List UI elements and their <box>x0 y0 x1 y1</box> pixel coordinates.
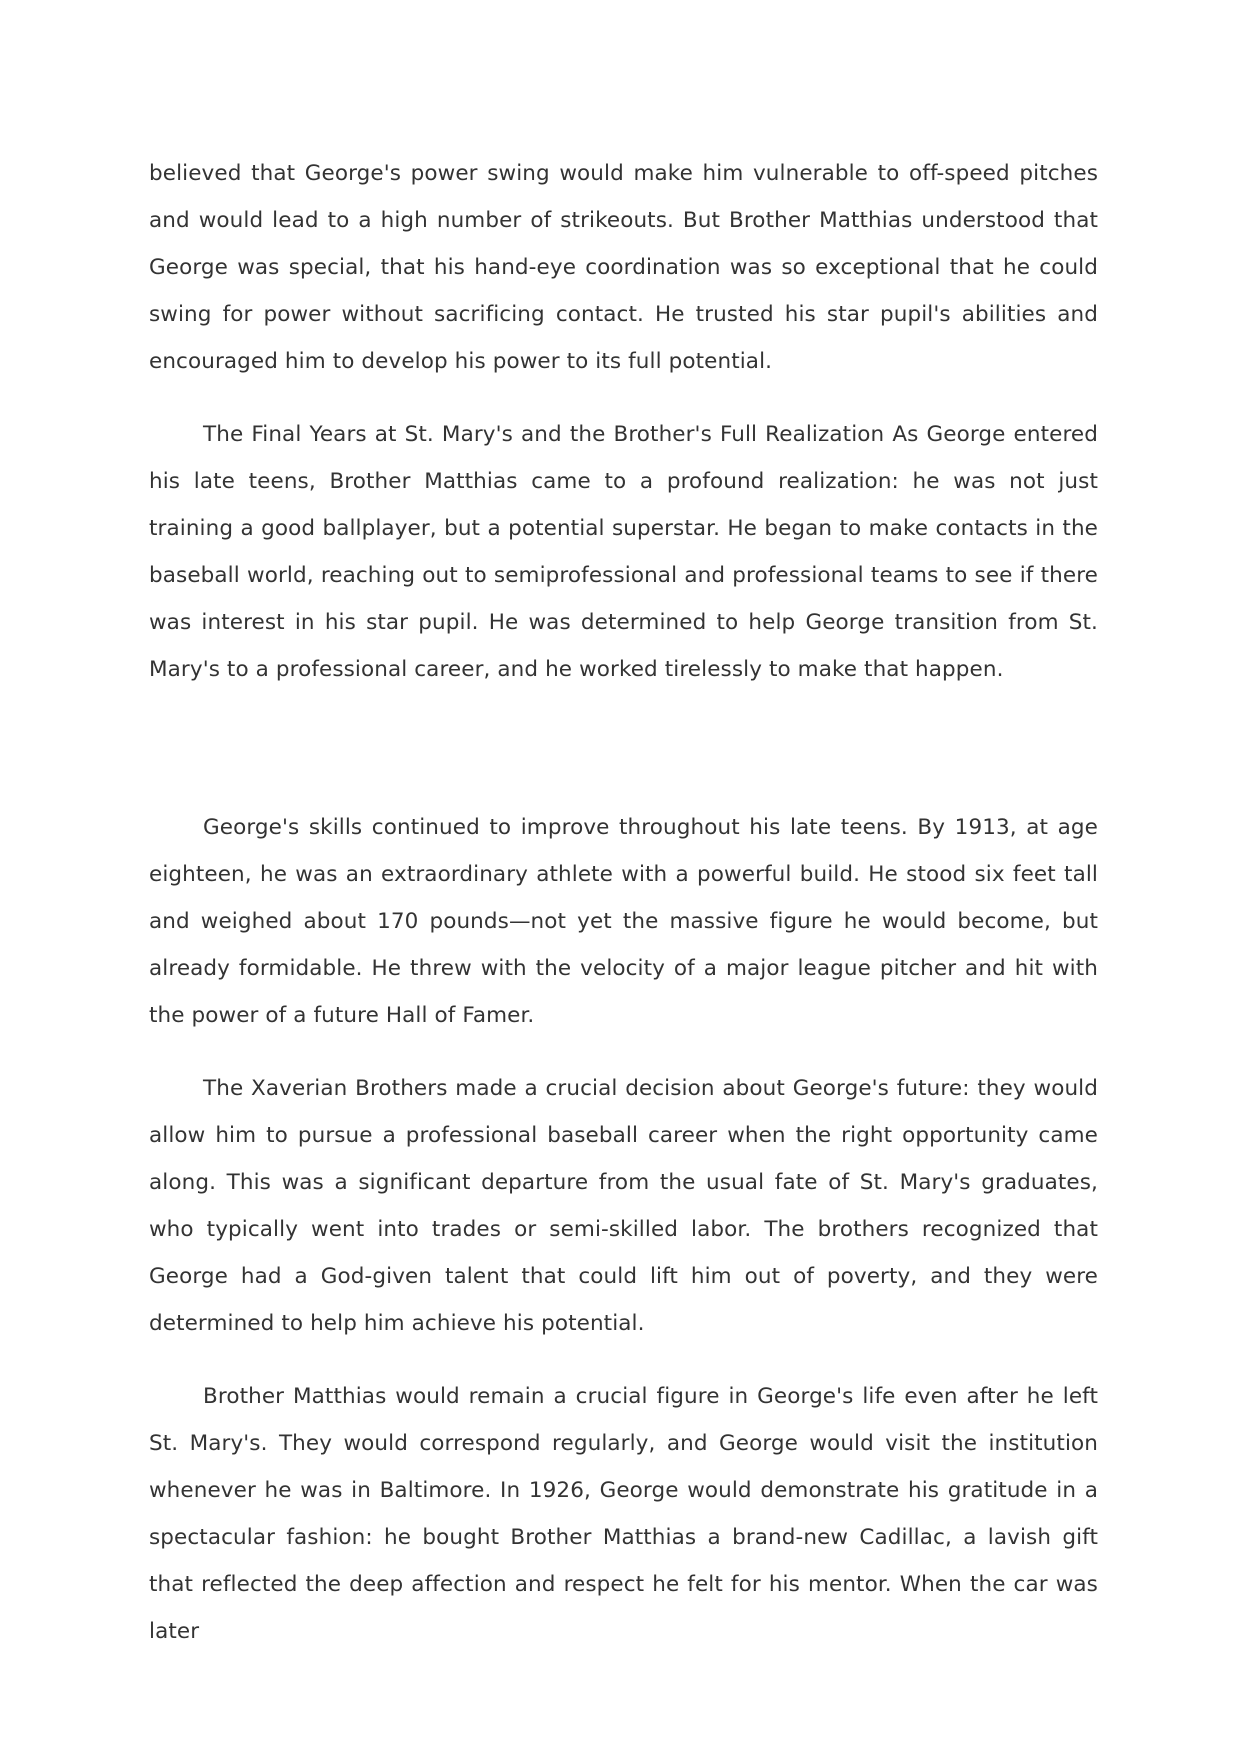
paragraph-brother-matthias: Brother Matthias would remain a crucial figure in George's life even after he left St. Mary's. They would correspond regularly, and George would visit the institution whenever he was in Baltimore. In 1926, George would demonstrate his gratitude in a spectacular fashion: he bought Brother Matthias a brand-new Cadillac, a lavish gift that reflected the deep affection and respect he felt for his mentor. When the car was later <box>149 1384 1098 1644</box>
paragraph-final-years: The Final Years at St. Mary's and the Brother's Full Realization As George entered his late teens, Brother Matthias came to a profound realization: he was not just training a good ballplayer, but a potential superstar. He began to make contacts in the baseball world, reaching out to semiprofessional and professional teams to see if there was interest in his star pupil. He was determined to help George transition from St. Mary's to a professional career, and he worked tirelessly to make that happen. <box>149 422 1098 682</box>
paragraph-continuation: believed that George's power swing would make him vulnerable to off-speed pitches and would lead to a high number of strikeouts. But Brother Matthias understood that George was special, that his hand-eye coordination was so exceptional that he could swing for power without sacrificing contact. He trusted his star pupil's abilities and encouraged him to develop his power to its full potential. <box>149 161 1098 374</box>
document-page <box>149 150 1098 1655</box>
paragraph-xaverian-brothers: The Xaverian Brothers made a crucial decision about George's future: they would allow him to pursue a professional baseball career when the right opportunity came along. This was a significant departure from the usual fate of St. Mary's graduates, who typically went into trades or semi-skilled labor. The brothers recognized that George had a God-given talent that could lift him out of poverty, and they were determined to help him achieve his potential. <box>149 1076 1098 1336</box>
paragraph-skills: George's skills continued to improve throughout his late teens. By 1913, at age eighteen, he was an extraordinary athlete with a powerful build. He stood six feet tall and weighed about 170 pounds—not yet the massive figure he would become, but already formidable. He threw with the velocity of a major league pitcher and hit with the power of a future Hall of Famer. <box>149 815 1098 1028</box>
